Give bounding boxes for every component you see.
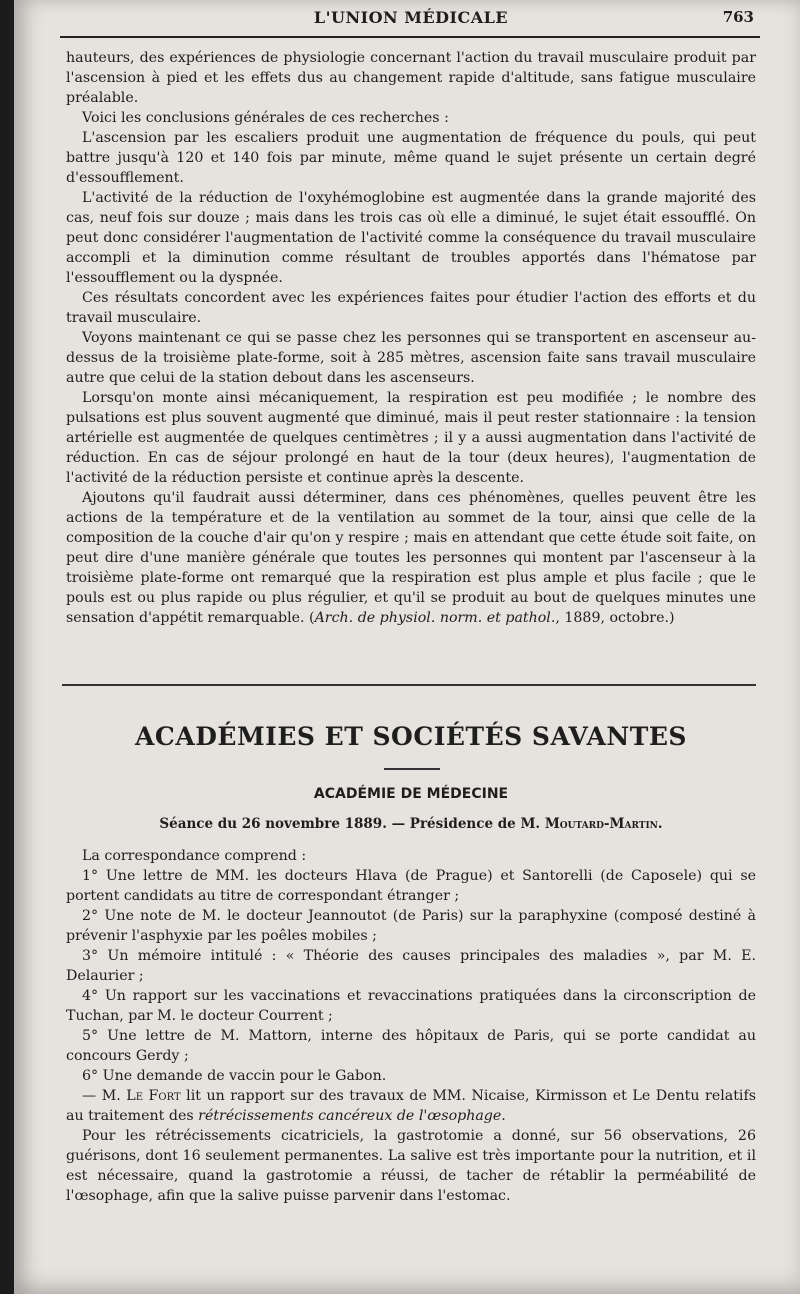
report-paragraph	[66, 1086, 756, 1126]
paragraph: Voici les conclusions générales de ces recherches :	[82, 110, 449, 126]
page-number: 763	[722, 8, 754, 26]
paragraph: L'ascension par les escaliers produit une augmentation de fréquence du pouls, qui peut battre jusqu'à 120 et 140 fois par minute, même quand le sujet présente un certain degré d'essoufflement.	[66, 130, 756, 186]
report-text: lit un rapport sur des travaux de MM. Nicaise, Kirmisson et Le Dentu relatifs au traitement des	[66, 1088, 756, 1124]
article-continuation	[66, 48, 756, 628]
title-rule	[384, 768, 440, 770]
journal-title: L'UNION MÉDICALE	[313, 8, 509, 27]
journal-page	[14, 0, 800, 1294]
paragraph-with-citation	[66, 488, 756, 628]
paragraph: L'activité de la réduction de l'oxyhémoglobine est augmentée dans la grande majorité des cas, neuf fois sur douze ; mais dans les trois cas où elle a diminué, le sujet était essoufflé. On peut donc considérer l'augmentation de l'activité comme la conséquence du travail musculaire accompli et la diminution comme résultant de troubles apportés dans l'hématose par l'essoufflement ou la dyspnée.	[66, 190, 756, 286]
paragraph: Lorsqu'on monte ainsi mécaniquement, la respiration est peu modifiée ; le nombre des pulsations est plus souvent augmenté que diminué, mais il peut rester stationnaire : la tension artérielle est augmentée de quelques centimètres ; il y a aussi augmentation dans l'activité de réduction. En cas de séjour prolongé en haut de la tour (deux heures), l'augmentation de l'activité de la réduction persiste et continue après la descente.	[66, 390, 756, 486]
list-item: 6° Une demande de vaccin pour le Gabon.	[82, 1068, 387, 1084]
report-subject: rétrécissements cancéreux de l'œsophage	[198, 1108, 502, 1124]
list-item: 1° Une lettre de MM. les docteurs Hlava (de Prague) et Santorelli (de Caposele) qui se portent candidats au titre de correspondant étranger ;	[66, 868, 756, 904]
academy-heading: ACADÉMIE DE MÉDECINE	[313, 786, 509, 802]
report-prefix: — M.	[82, 1088, 127, 1104]
list-item: 4° Un rapport sur les vaccinations et revaccinations pratiquées dans la circonscription de Tuchan, par M. le docteur Courrent ;	[66, 988, 756, 1024]
report-end: .	[501, 1108, 506, 1124]
list-item: 5° Une lettre de M. Mattorn, interne des hôpitaux de Paris, qui se porte candidat au concours Gerdy ;	[66, 1028, 756, 1064]
section-separator	[62, 684, 756, 686]
list-intro: La correspondance comprend :	[82, 848, 307, 864]
list-item: 2° Une note de M. le docteur Jeannoutot (de Paris) sur la paraphyxine (composé destiné à prévenir l'asphyxie par les poêles mobiles ;	[66, 908, 756, 944]
page-header	[62, 8, 760, 32]
reporter-name: Le Fort	[126, 1088, 181, 1104]
session-body	[66, 846, 756, 1206]
president-name: Moutard-Martin	[544, 816, 658, 832]
session-end: .	[657, 816, 663, 832]
header-rule	[60, 36, 760, 38]
citation: Arch. de physiol. norm. et pathol.	[314, 610, 556, 626]
session-line	[66, 816, 756, 832]
paragraph-text: Ajoutons qu'il faudrait aussi déterminer, dans ces phénomènes, quelles peuvent être les actions de la température et de la ventilation au sommet de la tour, ainsi que celle de la composition de la couche d'air qu'on y respire ; mais en attendant que cette étude soit faite, on peut dire d'une manière générale que toutes les personnes qui montent par l'ascenseur à la troisième plate-forme ont remarqué que la respiration est plus ample et plus facile ; que le pouls est ou plus rapide ou plus régulier, et qu'il se produit au bout de quelques minutes une sensation d'appétit remarquable. (	[66, 490, 756, 626]
paragraph: hauteurs, des expériences de physiologie concernant l'action du travail musculaire produit par l'ascension à pied et les effets dus au changement rapide d'altitude, sans fatigue musculaire préalable.	[66, 50, 756, 106]
paragraph: Pour les rétrécissements cicatriciels, la gastrotomie a donné, sur 56 observations, 26 guérisons, dont 16 seulement permanentes. La salive est très importante pour la nutrition, et il est nécessaire, quand la gastrotomie a réussi, de tacher de rétablir la perméabilité de l'œsophage, afin que la salive puisse parvenir dans l'estomac.	[66, 1128, 756, 1204]
paragraph: Ces résultats concordent avec les expériences faites pour étudier l'action des efforts et du travail musculaire.	[66, 290, 756, 326]
list-item: 3° Un mémoire intitulé : « Théorie des causes principales des maladies », par M. E. Delaurier ;	[66, 948, 756, 984]
section-title: ACADÉMIES ET SOCIÉTÉS SAVANTES	[135, 722, 687, 751]
session-text: Séance du 26 novembre 1889. — Présidence de M.	[159, 816, 545, 832]
paragraph: Voyons maintenant ce qui se passe chez les personnes qui se transportent en ascenseur au-dessus de la troisième plate-forme, soit à 285 mètres, ascension faite sans travail musculaire autre que celui de la station debout dans les ascenseurs.	[66, 330, 756, 386]
citation-tail: , 1889, octobre.)	[555, 610, 675, 626]
